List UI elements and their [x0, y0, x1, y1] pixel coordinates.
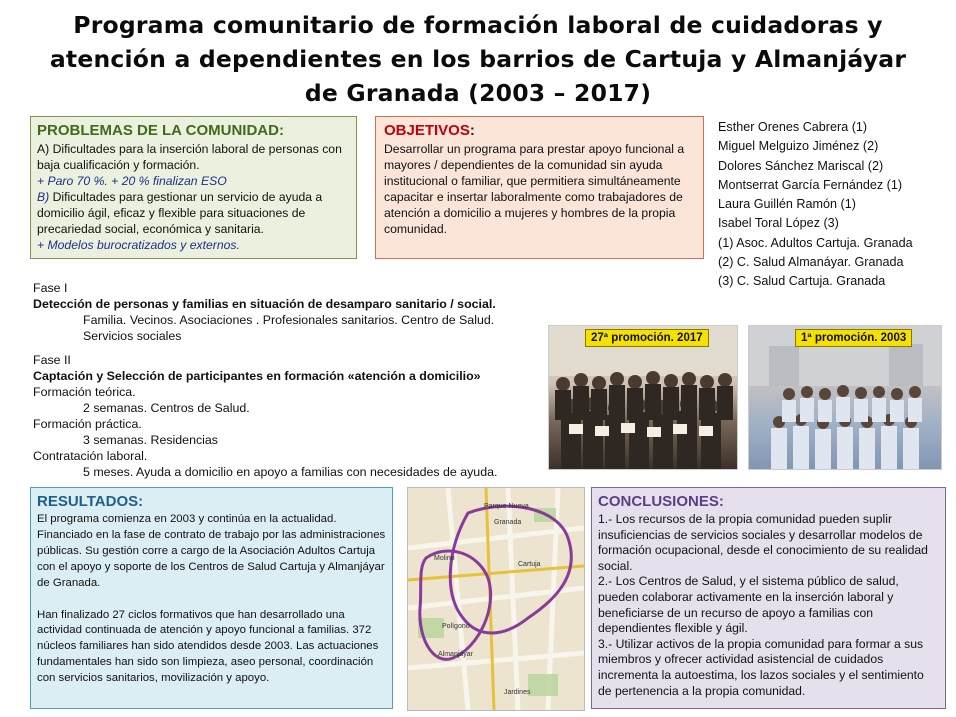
author-6: Isabel Toral López (3): [718, 216, 839, 231]
author-1: Esther Orenes Cabrera (1): [718, 120, 868, 134]
conclusion-3: 3.- Utilizar activos de la propia comunidad para formar a sus miembros y ofrecer actividad asistencial de cuidados incrementa la autoestima, los lazos sociales y el sentimiento de pertenencia a la propia comunidad.: [598, 636, 924, 698]
photo-promocion-2017: [548, 325, 738, 470]
title-line-3: de Granada (2003 – 2017): [304, 79, 652, 107]
photo-promocion-2003: [748, 325, 942, 470]
problemas-b-text: Dificultades para gestionar un servicio de ayuda a domicilio ágil, eficaz y flexible para situaciones de precariedad social, económica y sanitaria.: [37, 190, 323, 236]
fase-1-label: Fase I: [33, 281, 68, 295]
author-2: Miguel Melguizo Jiménez (2): [718, 139, 879, 154]
author-4: Montserrat García Fernández (1): [718, 177, 903, 192]
map-label-3: Cartuja: [518, 561, 541, 568]
problemas-b: [37, 189, 350, 237]
affiliation-1: (1) Asoc. Adultos Cartuja. Granada: [718, 235, 913, 250]
contratacion-laboral-detail: 5 meses. Ayuda a domicilio en apoyo a familias con necesidades de ayuda.: [83, 465, 498, 479]
resultados-box: [30, 487, 393, 709]
affiliation-2: (2) C. Salud Almanáyar. Granada: [718, 255, 904, 270]
objetivos-heading-text: OBJETIVOS: [384, 122, 470, 139]
problemas-box: [30, 116, 357, 259]
problemas-b-prefix: B): [37, 190, 50, 204]
authors-list: [718, 118, 950, 292]
author-3: Dolores Sánchez Mariscal (2): [718, 158, 884, 173]
title-line-2: atención a dependientes en los barrios de Cartuja y Almanjáyar: [49, 45, 907, 73]
fase-2-title: Captación y Selección de participantes en formación «atención a domicilio»: [33, 369, 481, 383]
objetivos-heading-colon: :: [469, 122, 475, 139]
photo-2017-label: 27ª promoción. 2017: [585, 329, 709, 347]
formacion-practica-detail: 3 semanas. Residencias: [83, 433, 218, 447]
photo-2003-label: 1ª promoción. 2003: [795, 329, 912, 347]
title-line-1: Programa comunitario de formación laboral de cuidadoras y: [73, 11, 883, 39]
fase-1-detail-1: Familia. Vecinos. Asociaciones . Profesionales sanitarios. Centro de Salud.: [83, 313, 495, 327]
contratacion-laboral: Contratación laboral.: [33, 449, 148, 463]
neighborhood-map: [407, 487, 585, 711]
formacion-teorica: Formación teórica.: [33, 385, 136, 399]
author-5: Laura Guillén Ramón (1): [718, 197, 856, 212]
formacion-teorica-detail: 2 semanas. Centros de Salud.: [83, 401, 250, 415]
conclusiones-box: [591, 487, 946, 709]
fase-1-detail-2: Servicios sociales: [83, 329, 182, 343]
map-label-2: Granada: [494, 519, 522, 526]
formacion-practica: Formación práctica.: [33, 417, 142, 431]
conclusion-1: 1.- Los recursos de la propia comunidad pueden suplir insuficiencias de servicios sociales y desarrollar modelos de formación ocupacional, desde el conocimiento de su realidad social.: [598, 512, 928, 573]
problemas-heading: PROBLEMAS DE LA COMUNIDAD:: [37, 122, 284, 139]
problemas-b-note: + Modelos burocratizados y externos.: [37, 238, 240, 252]
resultados-paragraph-2: Han finalizado 27 ciclos formativos que han desarrollado una actividad continuada de atención y apoyo funcional a familias. 372 núcleos familiares han sido atendidos desde 2003. Las actuaciones fundamentales han sido son limpieza, aseo personal, coordinación con servicios sanitarios, movilización y apoyo.: [37, 608, 379, 685]
fases-section: [33, 280, 543, 480]
conclusiones-heading: CONCLUSIONES:: [598, 493, 724, 510]
problemas-a: A) Dificultades para la inserción laboral de personas con baja cualificación y formación.: [37, 142, 342, 172]
map-label-5: Almanjáyar: [438, 651, 474, 658]
fase-2-label: Fase II: [33, 353, 71, 367]
poster-title: [40, 8, 916, 110]
objetivos-text: Desarrollar un programa para prestar apoyo funcional a mayores / dependientes de la comunidad sin ayuda institucional o familiar, que permitiera simultáneamente capacitar e insertar laboralmente como trabajadores de atención a domicilio a mujeres y hombres de la propia comunidad.: [384, 142, 685, 236]
problemas-a-note: + Paro 70 %. + 20 % finalizan ESO: [37, 174, 227, 188]
map-icon: [408, 488, 584, 710]
map-label-4: Polígono: [442, 623, 470, 630]
map-label-7: Jardines: [504, 689, 531, 696]
photo-2003-group-icon: [749, 326, 941, 469]
affiliation-3: (3) C. Salud Cartuja. Granada: [718, 274, 886, 289]
map-label-1: Parque Nueva: [484, 503, 529, 510]
objetivos-heading: [384, 122, 695, 139]
resultados-paragraph-1: El programa comienza en 2003 y continúa en la actualidad. Financiado en la fase de contrato de trabajo por las administraciones públicas. Su gestión corre a cargo de la Asociación Adultos Cartuja con el apoyo y soporte de los Centros de Salud Cartuja y Almanjáyar de Granada.: [37, 513, 386, 589]
fase-1-title: Detección de personas y familias en situación de desamparo sanitario / social.: [33, 297, 496, 311]
resultados-heading: RESULTADOS:: [37, 493, 144, 510]
photo-2017-group-icon: [549, 326, 737, 469]
map-label-6: Molino: [434, 555, 455, 562]
objetivos-box: [375, 116, 704, 259]
conclusion-2: 2.- Los Centros de Salud, y el sistema público de salud, pueden colaborar activamente en la inserción laboral y beneficiarse de un recurso de apoyo a familias con dependientes flexible y ágil.: [598, 574, 899, 636]
